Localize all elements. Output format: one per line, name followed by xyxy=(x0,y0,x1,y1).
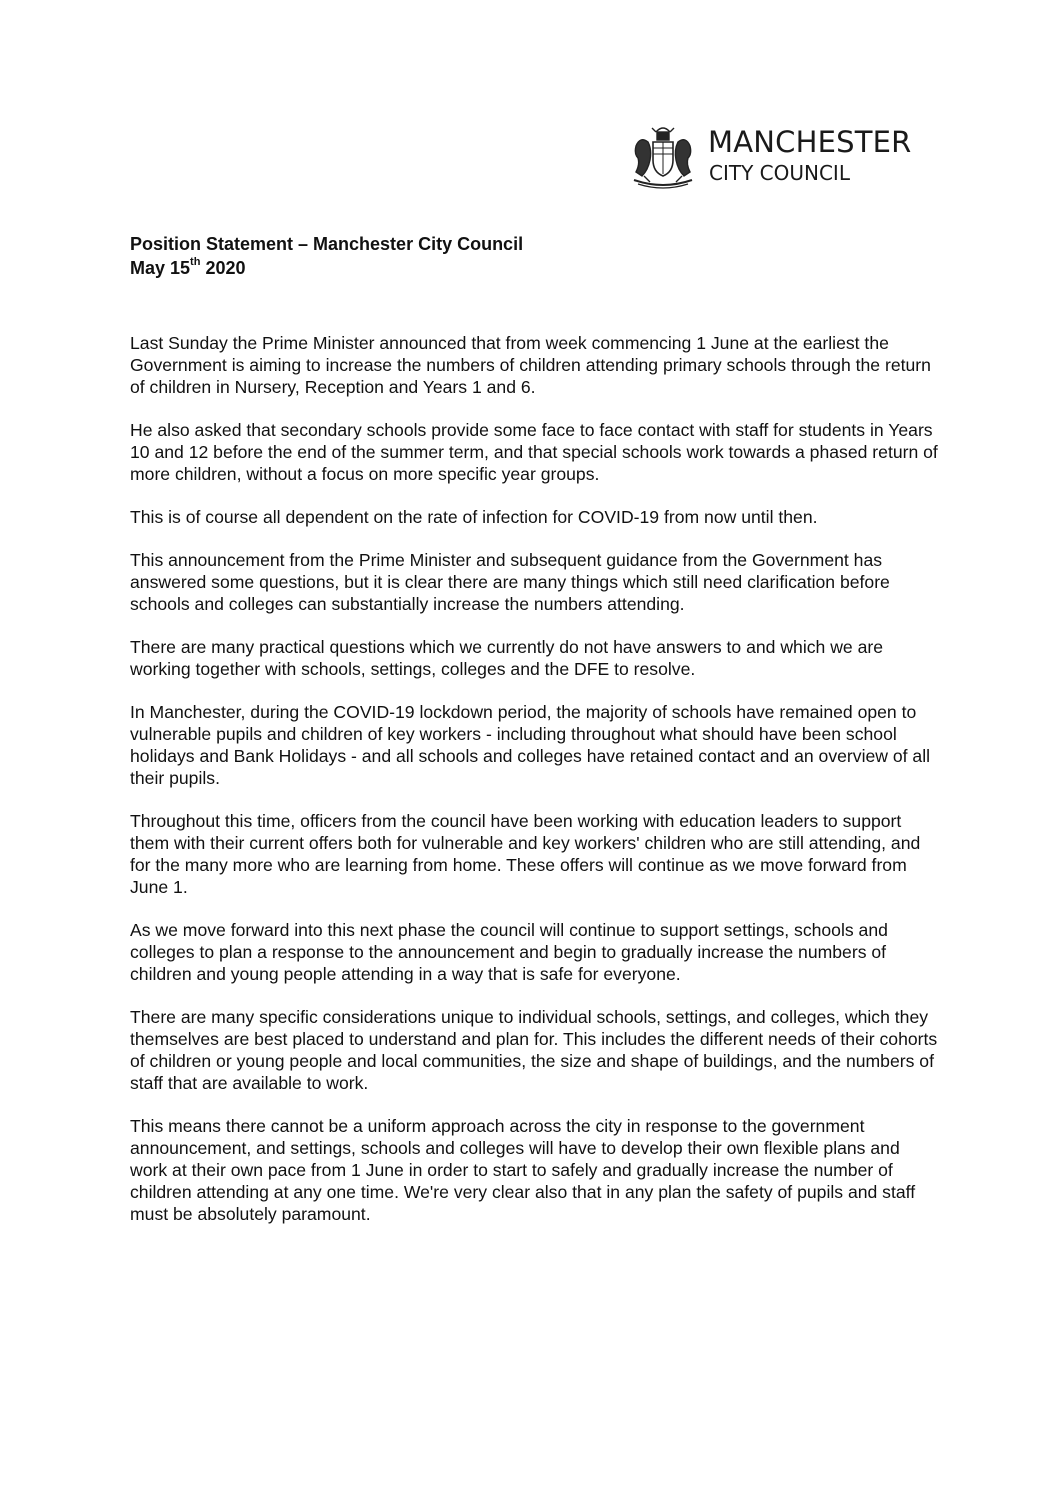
paragraph: He also asked that secondary schools provide some face to face contact with staff for students in Years 10 and 12 before the end of the summer term, and that special schools work towards a phased return of more children, without a focus on more specific year groups. xyxy=(130,420,938,484)
paragraph: As we move forward into this next phase the council will continue to support settings, schools and colleges to plan a response to the announcement and begin to gradually increase the numbers of children and young people attending in a way that is safe for everyone. xyxy=(130,920,888,984)
logo-text-city-council: CITY COUNCIL xyxy=(709,161,850,185)
paragraph: Last Sunday the Prime Minister announced that from week commencing 1 June at the earliest the Government is aiming to increase the numbers of children attending primary schools through the return of children in Nursery, Reception and Years 1 and 6. xyxy=(130,333,931,397)
paragraph: There are many practical questions which we currently do not have answers to and which we are working together with schools, settings, colleges and the DFE to resolve. xyxy=(130,637,884,679)
document-body xyxy=(130,332,940,1246)
council-logo xyxy=(626,122,946,192)
date-prefix: May 15 xyxy=(130,258,191,278)
coat-of-arms-crest-icon xyxy=(626,122,700,192)
paragraph: There are many specific considerations unique to individual schools, settings, and colleges, which they themselves are best placed to understand and plan for. This includes the different needs of their cohorts of children or young people and local communities, the size and shape of buildings, and the numbers of staff that are available to work. xyxy=(130,1007,938,1093)
paragraph: In Manchester, during the COVID-19 lockdown period, the majority of schools have remained open to vulnerable pupils and children of key workers - including throughout what should have been school holidays and Bank Holidays - and all schools and colleges have retained contact and an overview of all their pupils. xyxy=(130,702,931,788)
date-ordinal: th xyxy=(190,256,201,268)
document-title: Position Statement – Manchester City Council xyxy=(130,234,524,254)
paragraph: Throughout this time, officers from the council have been working with education leaders to support them with their current offers both for vulnerable and key workers' children who are still attending, and for the many more who are learning from home. These offers will continue as we move forward from June 1. xyxy=(130,811,921,897)
paragraph: This announcement from the Prime Minister and subsequent guidance from the Government has answered some questions, but it is clear there are many things which still need clarification before schools and colleges can substantially increase the numbers attending. xyxy=(130,550,890,614)
document-date xyxy=(130,256,523,280)
paragraph: This is of course all dependent on the rate of infection for COVID-19 from now until then. xyxy=(130,507,818,527)
logo-text-manchester: MANCHESTER xyxy=(708,125,912,159)
date-year: 2020 xyxy=(200,258,246,278)
document-heading xyxy=(130,232,523,280)
paragraph: This means there cannot be a uniform approach across the city in response to the government announcement, and settings, schools and colleges will have to develop their own flexible plans and work at their own pace from 1 June in order to start to safely and gradually increase the number of children attending at any one time. We're very clear also that in any plan the safety of pupils and staff must be absolutely paramount. xyxy=(130,1116,916,1224)
